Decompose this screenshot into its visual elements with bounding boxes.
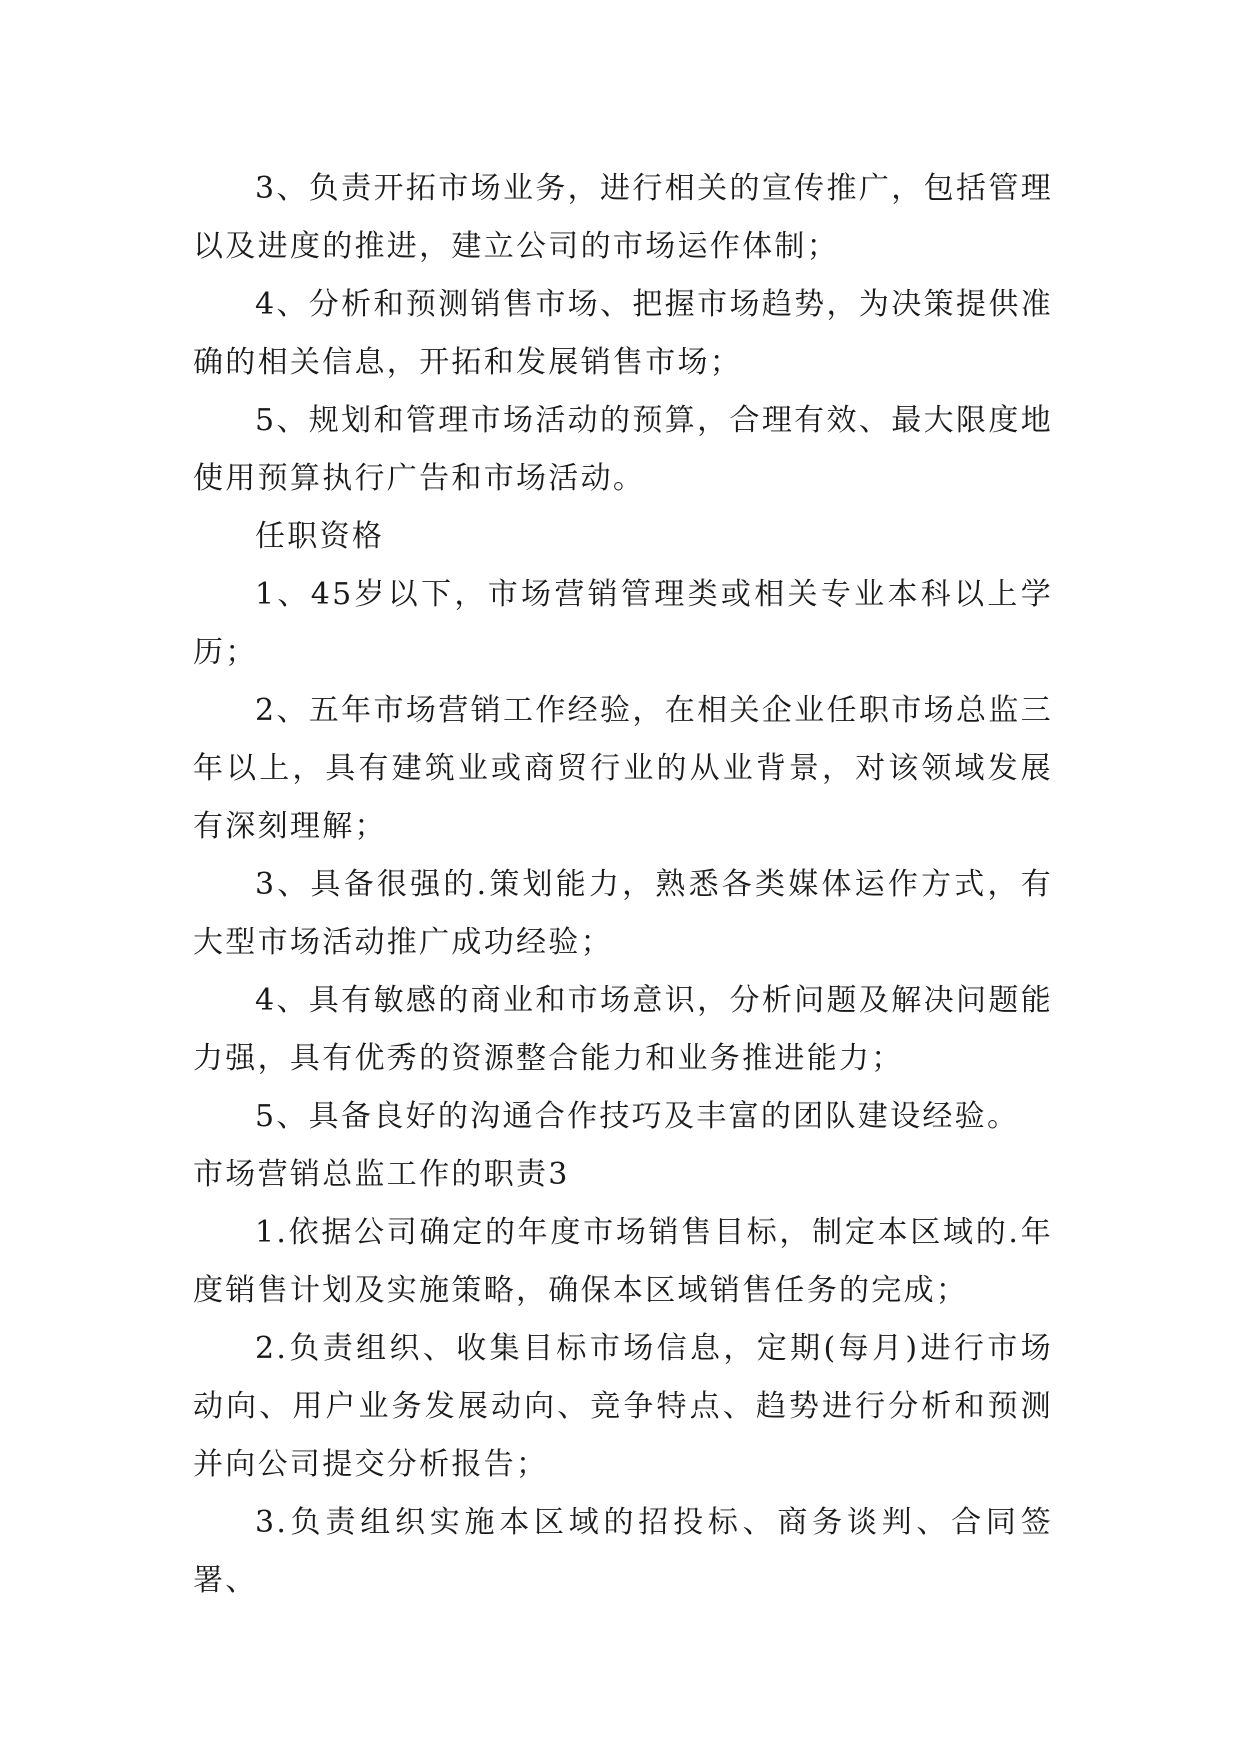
- section-title-duties-3: 市场营销总监工作的职责3: [193, 1157, 570, 1192]
- section-heading-qualifications: 任职资格: [255, 519, 385, 554]
- paragraph-duty3-2: 2.负责组织、收集目标市场信息，定期(每月)进行市场动向、用户业务发展动向、竞争特点、趋势进行分析和预测并向公司提交分析报告；: [193, 1331, 1053, 1482]
- paragraph-duty-3: 3、负责开拓市场业务，进行相关的宣传推广，包括管理以及进度的推进，建立公司的市场运作体制；: [193, 171, 1053, 264]
- paragraph-duty3-3: 3.负责组织实施本区域的招投标、商务谈判、合同签署、: [193, 1505, 1053, 1598]
- paragraph-qualification-3: 3、具备很强的.策划能力，熟悉各类媒体运作方式，有大型市场活动推广成功经验；: [193, 867, 1053, 960]
- paragraph-qualification-2: 2、五年市场营销工作经验，在相关企业任职市场总监三年以上，具有建筑业或商贸行业的从业背景，对该领域发展有深刻理解；: [193, 693, 1053, 844]
- paragraph-duty3-1: 1.依据公司确定的年度市场销售目标，制定本区域的.年度销售计划及实施策略，确保本区域销售任务的完成；: [193, 1215, 1053, 1308]
- document-body: [193, 160, 1053, 1610]
- paragraph-qualification-5: 5、具备良好的沟通合作技巧及丰富的团队建设经验。: [255, 1099, 1020, 1134]
- paragraph-qualification-4: 4、具有敏感的商业和市场意识，分析问题及解决问题能力强，具有优秀的资源整合能力和业务推进能力；: [193, 983, 1053, 1076]
- paragraph-qualification-1: 1、45岁以下，市场营销管理类或相关专业本科以上学历；: [193, 577, 1053, 670]
- paragraph-duty-5: 5、规划和管理市场活动的预算，合理有效、最大限度地使用预算执行广告和市场活动。: [193, 403, 1053, 496]
- paragraph-duty-4: 4、分析和预测销售市场、把握市场趋势，为决策提供准确的相关信息，开拓和发展销售市场；: [193, 287, 1053, 380]
